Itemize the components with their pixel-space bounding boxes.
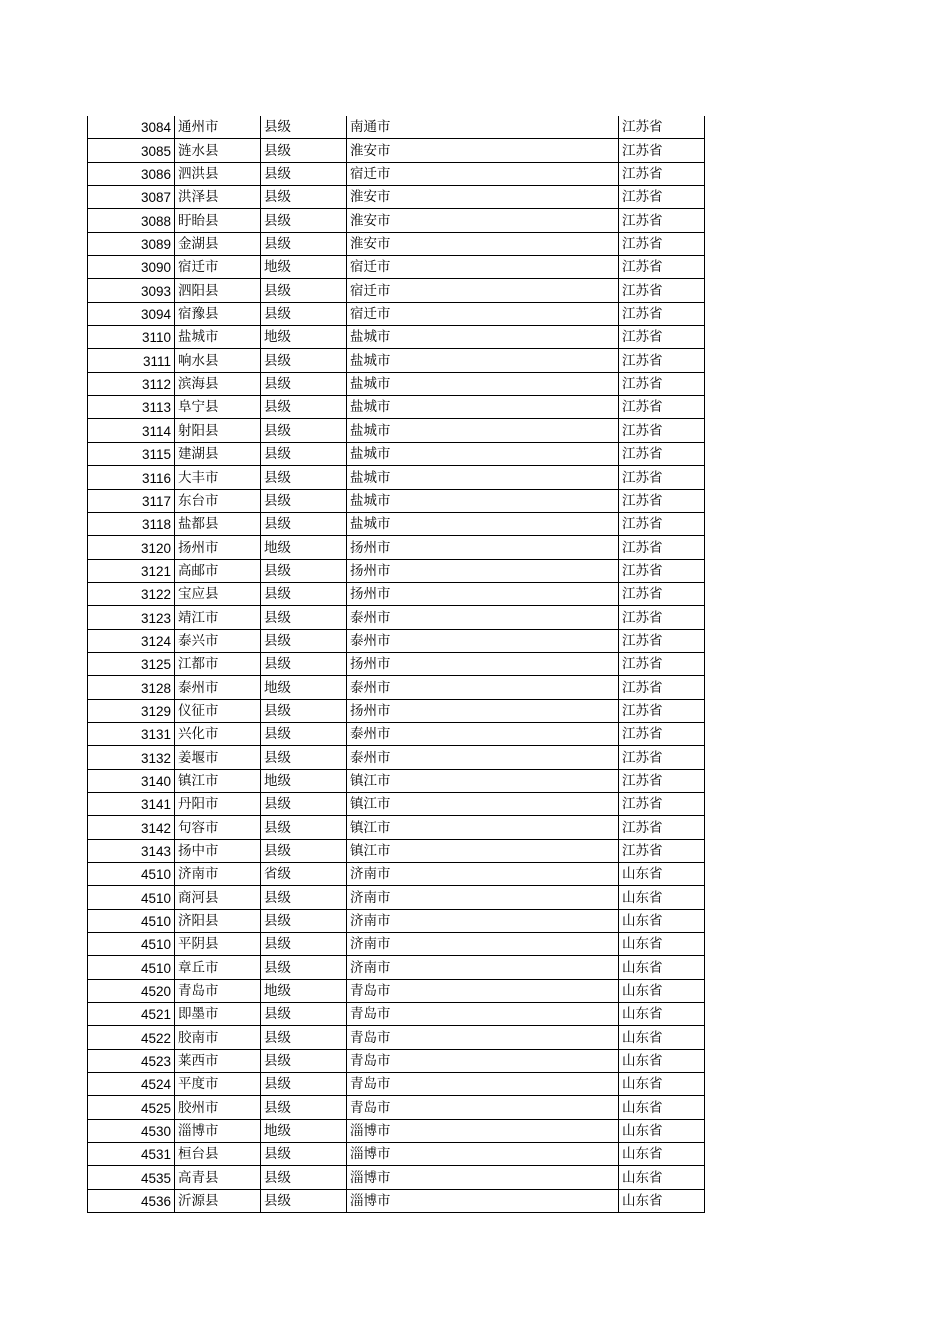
region-code-cell: 4536: [88, 1189, 175, 1212]
admin-level-cell: 县级: [261, 886, 347, 909]
province-cell: 江苏省: [619, 372, 705, 395]
province-cell: 江苏省: [619, 209, 705, 232]
region-name-cell: 胶州市: [175, 1096, 261, 1119]
region-code-cell: 3116: [88, 466, 175, 489]
province-cell: 山东省: [619, 863, 705, 886]
table-row: [88, 886, 705, 909]
parent-city-cell: 镇江市: [347, 816, 619, 839]
province-cell: 江苏省: [619, 746, 705, 769]
admin-level-cell: 县级: [261, 1003, 347, 1026]
region-code-cell: 3110: [88, 326, 175, 349]
admin-level-cell: 地级: [261, 536, 347, 559]
parent-city-cell: 淮安市: [347, 139, 619, 162]
table-row: [88, 489, 705, 512]
parent-city-cell: 泰州市: [347, 606, 619, 629]
region-code-cell: 3123: [88, 606, 175, 629]
admin-level-cell: 县级: [261, 419, 347, 442]
province-cell: 山东省: [619, 933, 705, 956]
region-code-cell: 4522: [88, 1026, 175, 1049]
province-cell: 江苏省: [619, 582, 705, 605]
region-name-cell: 靖江市: [175, 606, 261, 629]
table-row: [88, 1049, 705, 1072]
region-code-cell: 3112: [88, 372, 175, 395]
province-cell: 江苏省: [619, 396, 705, 419]
parent-city-cell: 淄博市: [347, 1189, 619, 1212]
admin-level-cell: 县级: [261, 1096, 347, 1119]
admin-level-cell: 县级: [261, 582, 347, 605]
parent-city-cell: 盐城市: [347, 372, 619, 395]
region-name-cell: 镇江市: [175, 769, 261, 792]
province-cell: 江苏省: [619, 419, 705, 442]
admin-level-cell: 县级: [261, 1073, 347, 1096]
admin-level-cell: 县级: [261, 909, 347, 932]
region-code-cell: 3131: [88, 722, 175, 745]
province-cell: 江苏省: [619, 536, 705, 559]
province-cell: 山东省: [619, 886, 705, 909]
province-cell: 江苏省: [619, 722, 705, 745]
region-name-cell: 桓台县: [175, 1143, 261, 1166]
parent-city-cell: 镇江市: [347, 792, 619, 815]
admin-level-cell: 县级: [261, 1143, 347, 1166]
table-row: [88, 582, 705, 605]
region-name-cell: 洪泽县: [175, 186, 261, 209]
region-name-cell: 沂源县: [175, 1189, 261, 1212]
table-row: [88, 442, 705, 465]
table-row: [88, 863, 705, 886]
region-code-cell: 4510: [88, 909, 175, 932]
admin-level-cell: 县级: [261, 442, 347, 465]
parent-city-cell: 扬州市: [347, 536, 619, 559]
province-cell: 江苏省: [619, 302, 705, 325]
admin-level-cell: 县级: [261, 489, 347, 512]
admin-level-cell: 县级: [261, 209, 347, 232]
parent-city-cell: 济南市: [347, 863, 619, 886]
table-row: [88, 256, 705, 279]
table-row: [88, 979, 705, 1002]
parent-city-cell: 扬州市: [347, 559, 619, 582]
region-code-cell: 4524: [88, 1073, 175, 1096]
province-cell: 江苏省: [619, 512, 705, 535]
admin-level-cell: 地级: [261, 1119, 347, 1142]
admin-level-cell: 县级: [261, 956, 347, 979]
province-cell: 江苏省: [619, 792, 705, 815]
region-code-cell: 4521: [88, 1003, 175, 1026]
admin-level-cell: 地级: [261, 326, 347, 349]
region-name-cell: 金湖县: [175, 232, 261, 255]
region-code-cell: 4510: [88, 933, 175, 956]
region-name-cell: 即墨市: [175, 1003, 261, 1026]
table-row: [88, 956, 705, 979]
province-cell: 江苏省: [619, 442, 705, 465]
region-code-cell: 4523: [88, 1049, 175, 1072]
region-code-cell: 3125: [88, 652, 175, 675]
province-cell: 江苏省: [619, 489, 705, 512]
region-code-cell: 3117: [88, 489, 175, 512]
province-cell: 江苏省: [619, 256, 705, 279]
region-code-cell: 3120: [88, 536, 175, 559]
province-cell: 江苏省: [619, 839, 705, 862]
region-name-cell: 莱西市: [175, 1049, 261, 1072]
admin-level-cell: 地级: [261, 676, 347, 699]
table-row: [88, 1073, 705, 1096]
region-name-cell: 泗阳县: [175, 279, 261, 302]
table-row: [88, 769, 705, 792]
table-row: [88, 746, 705, 769]
province-cell: 江苏省: [619, 349, 705, 372]
table-row: [88, 396, 705, 419]
parent-city-cell: 宿迁市: [347, 279, 619, 302]
admin-level-cell: 地级: [261, 979, 347, 1002]
region-name-cell: 宝应县: [175, 582, 261, 605]
parent-city-cell: 淮安市: [347, 232, 619, 255]
region-name-cell: 丹阳市: [175, 792, 261, 815]
region-code-table: [87, 116, 705, 1213]
province-cell: 山东省: [619, 1189, 705, 1212]
province-cell: 山东省: [619, 1003, 705, 1026]
region-name-cell: 建湖县: [175, 442, 261, 465]
region-code-cell: 4520: [88, 979, 175, 1002]
admin-level-cell: 县级: [261, 746, 347, 769]
region-name-cell: 盱眙县: [175, 209, 261, 232]
region-code-cell: 3143: [88, 839, 175, 862]
region-code-cell: 3141: [88, 792, 175, 815]
region-name-cell: 姜堰市: [175, 746, 261, 769]
region-code-cell: 4535: [88, 1166, 175, 1189]
parent-city-cell: 济南市: [347, 909, 619, 932]
table-row: [88, 116, 705, 139]
province-cell: 山东省: [619, 1096, 705, 1119]
region-name-cell: 淄博市: [175, 1119, 261, 1142]
province-cell: 江苏省: [619, 606, 705, 629]
parent-city-cell: 青岛市: [347, 1049, 619, 1072]
table-row: [88, 349, 705, 372]
table-row: [88, 302, 705, 325]
parent-city-cell: 青岛市: [347, 1073, 619, 1096]
parent-city-cell: 济南市: [347, 886, 619, 909]
region-name-cell: 射阳县: [175, 419, 261, 442]
region-name-cell: 胶南市: [175, 1026, 261, 1049]
table-row: [88, 279, 705, 302]
admin-level-cell: 县级: [261, 606, 347, 629]
region-code-cell: 4510: [88, 956, 175, 979]
parent-city-cell: 淄博市: [347, 1119, 619, 1142]
region-code-cell: 3122: [88, 582, 175, 605]
province-cell: 江苏省: [619, 139, 705, 162]
table-row: [88, 372, 705, 395]
parent-city-cell: 宿迁市: [347, 162, 619, 185]
parent-city-cell: 泰州市: [347, 629, 619, 652]
province-cell: 江苏省: [619, 816, 705, 839]
region-code-cell: 3088: [88, 209, 175, 232]
region-name-cell: 仪征市: [175, 699, 261, 722]
region-code-cell: 3085: [88, 139, 175, 162]
region-name-cell: 江都市: [175, 652, 261, 675]
table-row: [88, 1003, 705, 1026]
region-name-cell: 泰州市: [175, 676, 261, 699]
region-name-cell: 大丰市: [175, 466, 261, 489]
region-name-cell: 泗洪县: [175, 162, 261, 185]
region-name-cell: 盐都县: [175, 512, 261, 535]
region-name-cell: 兴化市: [175, 722, 261, 745]
table-row: [88, 512, 705, 535]
region-name-cell: 宿豫县: [175, 302, 261, 325]
admin-level-cell: 县级: [261, 933, 347, 956]
admin-level-cell: 县级: [261, 1049, 347, 1072]
region-code-cell: 3093: [88, 279, 175, 302]
table-row: [88, 1143, 705, 1166]
parent-city-cell: 淮安市: [347, 186, 619, 209]
region-code-cell: 4531: [88, 1143, 175, 1166]
admin-level-cell: 县级: [261, 792, 347, 815]
table-row: [88, 629, 705, 652]
region-name-cell: 句容市: [175, 816, 261, 839]
region-code-cell: 3142: [88, 816, 175, 839]
region-name-cell: 高青县: [175, 1166, 261, 1189]
parent-city-cell: 淮安市: [347, 209, 619, 232]
admin-level-cell: 县级: [261, 1026, 347, 1049]
table-row: [88, 792, 705, 815]
table-row: [88, 1166, 705, 1189]
table-row: [88, 816, 705, 839]
region-code-cell: 4510: [88, 863, 175, 886]
region-code-cell: 3128: [88, 676, 175, 699]
parent-city-cell: 扬州市: [347, 699, 619, 722]
parent-city-cell: 青岛市: [347, 1003, 619, 1026]
region-code-cell: 3114: [88, 419, 175, 442]
parent-city-cell: 济南市: [347, 933, 619, 956]
parent-city-cell: 济南市: [347, 956, 619, 979]
parent-city-cell: 宿迁市: [347, 256, 619, 279]
parent-city-cell: 盐城市: [347, 349, 619, 372]
parent-city-cell: 淄博市: [347, 1143, 619, 1166]
province-cell: 江苏省: [619, 699, 705, 722]
parent-city-cell: 盐城市: [347, 442, 619, 465]
table-row: [88, 419, 705, 442]
province-cell: 江苏省: [619, 676, 705, 699]
admin-level-cell: 县级: [261, 699, 347, 722]
admin-level-cell: 县级: [261, 652, 347, 675]
province-cell: 江苏省: [619, 279, 705, 302]
province-cell: 山东省: [619, 1119, 705, 1142]
region-code-cell: 4510: [88, 886, 175, 909]
table-row: [88, 139, 705, 162]
region-name-cell: 阜宁县: [175, 396, 261, 419]
province-cell: 江苏省: [619, 326, 705, 349]
admin-level-cell: 地级: [261, 769, 347, 792]
region-name-cell: 平阴县: [175, 933, 261, 956]
region-code-cell: 3113: [88, 396, 175, 419]
table-row: [88, 1096, 705, 1119]
region-code-cell: 3140: [88, 769, 175, 792]
table-body: [88, 116, 705, 1213]
parent-city-cell: 镇江市: [347, 769, 619, 792]
province-cell: 江苏省: [619, 769, 705, 792]
region-name-cell: 商河县: [175, 886, 261, 909]
region-name-cell: 盐城市: [175, 326, 261, 349]
table-row: [88, 536, 705, 559]
table-row: [88, 839, 705, 862]
region-code-cell: 3087: [88, 186, 175, 209]
region-code-cell: 3090: [88, 256, 175, 279]
table-row: [88, 652, 705, 675]
table-row: [88, 326, 705, 349]
table-row: [88, 232, 705, 255]
admin-level-cell: 县级: [261, 839, 347, 862]
parent-city-cell: 泰州市: [347, 746, 619, 769]
admin-level-cell: 县级: [261, 372, 347, 395]
province-cell: 山东省: [619, 1166, 705, 1189]
province-cell: 山东省: [619, 1049, 705, 1072]
table-row: [88, 1119, 705, 1142]
province-cell: 江苏省: [619, 162, 705, 185]
table-row: [88, 909, 705, 932]
province-cell: 江苏省: [619, 232, 705, 255]
table-row: [88, 466, 705, 489]
admin-level-cell: 县级: [261, 466, 347, 489]
region-code-cell: 3115: [88, 442, 175, 465]
admin-level-cell: 县级: [261, 1166, 347, 1189]
region-code-cell: 3094: [88, 302, 175, 325]
region-code-cell: 3089: [88, 232, 175, 255]
region-code-cell: 3121: [88, 559, 175, 582]
parent-city-cell: 盐城市: [347, 489, 619, 512]
table-row: [88, 559, 705, 582]
table-row: [88, 699, 705, 722]
province-cell: 山东省: [619, 1073, 705, 1096]
parent-city-cell: 青岛市: [347, 979, 619, 1002]
region-name-cell: 扬州市: [175, 536, 261, 559]
admin-level-cell: 县级: [261, 816, 347, 839]
table-row: [88, 1189, 705, 1212]
province-cell: 山东省: [619, 909, 705, 932]
admin-level-cell: 县级: [261, 116, 347, 139]
parent-city-cell: 扬州市: [347, 652, 619, 675]
region-name-cell: 高邮市: [175, 559, 261, 582]
region-code-cell: 4525: [88, 1096, 175, 1119]
province-cell: 江苏省: [619, 559, 705, 582]
admin-level-cell: 省级: [261, 863, 347, 886]
parent-city-cell: 淄博市: [347, 1166, 619, 1189]
parent-city-cell: 青岛市: [347, 1096, 619, 1119]
region-name-cell: 济阳县: [175, 909, 261, 932]
province-cell: 江苏省: [619, 186, 705, 209]
parent-city-cell: 盐城市: [347, 326, 619, 349]
region-code-cell: 3118: [88, 512, 175, 535]
table-row: [88, 722, 705, 745]
parent-city-cell: 宿迁市: [347, 302, 619, 325]
region-code-cell: 3124: [88, 629, 175, 652]
province-cell: 山东省: [619, 1026, 705, 1049]
parent-city-cell: 盐城市: [347, 466, 619, 489]
parent-city-cell: 盐城市: [347, 396, 619, 419]
admin-level-cell: 县级: [261, 512, 347, 535]
admin-level-cell: 县级: [261, 396, 347, 419]
province-cell: 江苏省: [619, 652, 705, 675]
admin-level-cell: 县级: [261, 186, 347, 209]
province-cell: 江苏省: [619, 466, 705, 489]
province-cell: 山东省: [619, 956, 705, 979]
parent-city-cell: 青岛市: [347, 1026, 619, 1049]
parent-city-cell: 扬州市: [347, 582, 619, 605]
admin-level-cell: 县级: [261, 1189, 347, 1212]
region-name-cell: 涟水县: [175, 139, 261, 162]
table-row: [88, 676, 705, 699]
region-code-cell: 4530: [88, 1119, 175, 1142]
region-name-cell: 济南市: [175, 863, 261, 886]
admin-level-cell: 地级: [261, 256, 347, 279]
parent-city-cell: 南通市: [347, 116, 619, 139]
parent-city-cell: 盐城市: [347, 512, 619, 535]
table-row: [88, 606, 705, 629]
region-name-cell: 东台市: [175, 489, 261, 512]
parent-city-cell: 泰州市: [347, 676, 619, 699]
table-row: [88, 186, 705, 209]
admin-level-cell: 县级: [261, 722, 347, 745]
region-name-cell: 章丘市: [175, 956, 261, 979]
parent-city-cell: 镇江市: [347, 839, 619, 862]
region-code-cell: 3132: [88, 746, 175, 769]
parent-city-cell: 泰州市: [347, 722, 619, 745]
region-name-cell: 平度市: [175, 1073, 261, 1096]
table-row: [88, 933, 705, 956]
region-name-cell: 宿迁市: [175, 256, 261, 279]
region-name-cell: 青岛市: [175, 979, 261, 1002]
admin-level-cell: 县级: [261, 629, 347, 652]
admin-level-cell: 县级: [261, 139, 347, 162]
province-cell: 江苏省: [619, 116, 705, 139]
region-name-cell: 滨海县: [175, 372, 261, 395]
region-code-cell: 3129: [88, 699, 175, 722]
region-name-cell: 泰兴市: [175, 629, 261, 652]
region-name-cell: 通州市: [175, 116, 261, 139]
province-cell: 山东省: [619, 1143, 705, 1166]
admin-level-cell: 县级: [261, 232, 347, 255]
admin-level-cell: 县级: [261, 162, 347, 185]
parent-city-cell: 盐城市: [347, 419, 619, 442]
admin-level-cell: 县级: [261, 559, 347, 582]
table-row: [88, 209, 705, 232]
admin-level-cell: 县级: [261, 279, 347, 302]
admin-level-cell: 县级: [261, 349, 347, 372]
table-row: [88, 1026, 705, 1049]
region-code-cell: 3086: [88, 162, 175, 185]
province-cell: 江苏省: [619, 629, 705, 652]
region-name-cell: 扬中市: [175, 839, 261, 862]
table-row: [88, 162, 705, 185]
region-code-cell: 3084: [88, 116, 175, 139]
province-cell: 山东省: [619, 979, 705, 1002]
admin-level-cell: 县级: [261, 302, 347, 325]
region-name-cell: 响水县: [175, 349, 261, 372]
region-code-cell: 3111: [88, 349, 175, 372]
